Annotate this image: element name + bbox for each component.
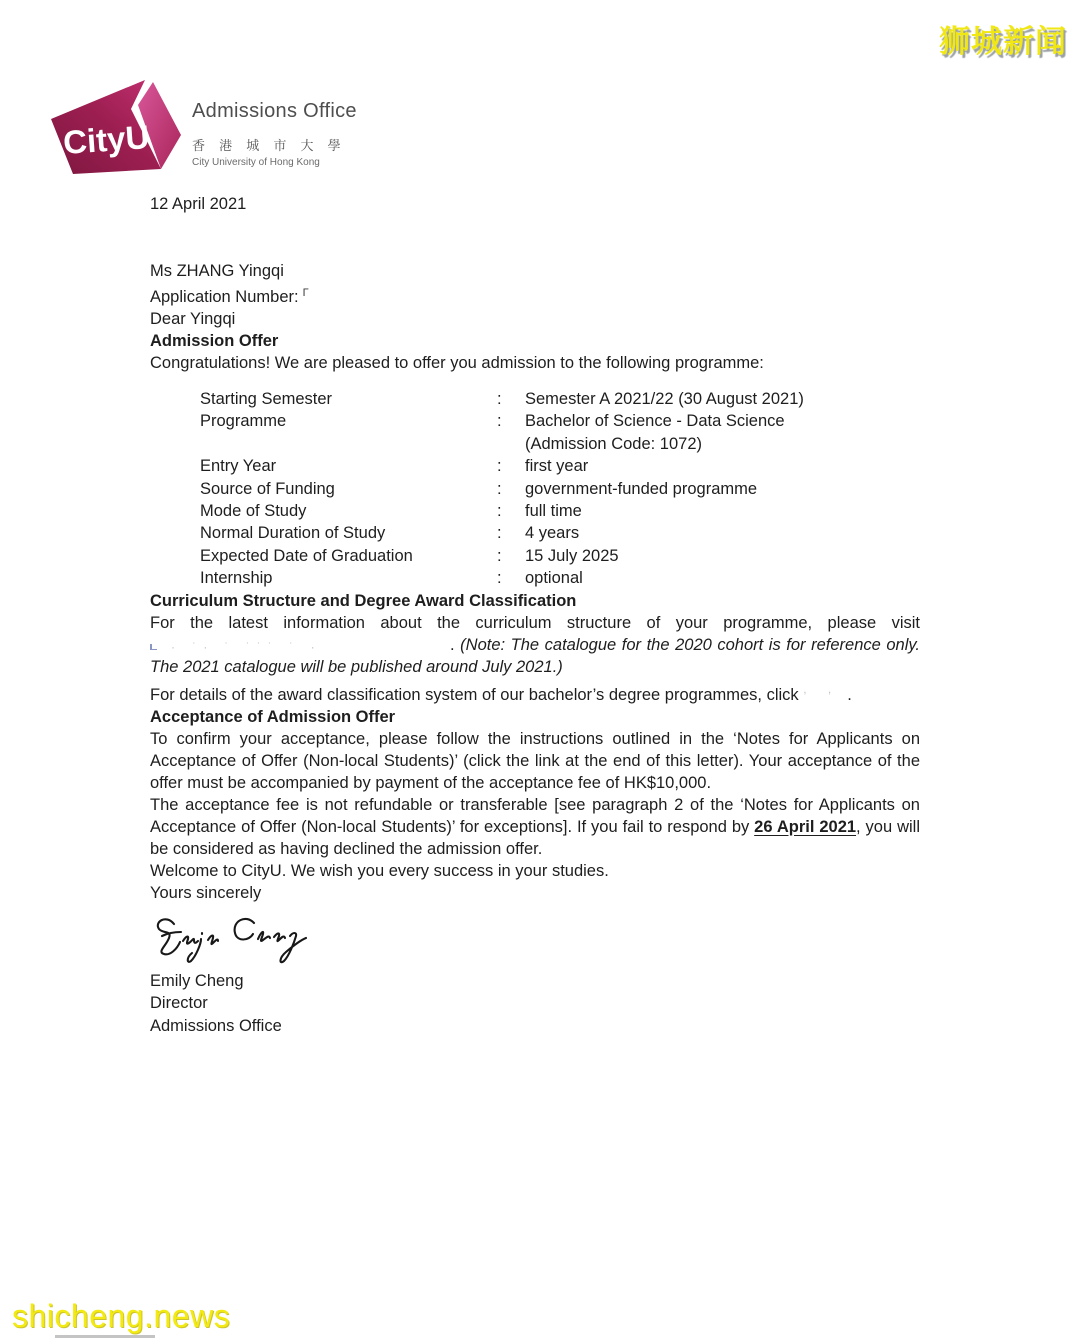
salutation: Dear Yingqi <box>150 310 236 328</box>
watermark-bottom-left: shicheng.news <box>12 1298 231 1334</box>
application-number-line <box>150 282 920 308</box>
detail-label: Expected Date of Graduation <box>200 546 413 565</box>
detail-value <box>525 410 920 455</box>
curriculum-heading: Curriculum Structure and Degree Award Classification <box>150 591 577 610</box>
award-classification-paragraph <box>150 678 920 706</box>
redacted-click-link: , , <box>803 681 841 696</box>
curriculum-paragraph <box>150 612 920 678</box>
redacted-url <box>150 636 450 650</box>
signer-name: Emily Cheng <box>150 971 244 990</box>
detail-label: Mode of Study <box>200 502 307 521</box>
letter-body <box>150 193 920 1037</box>
detail-value: government-funded programme <box>525 479 758 498</box>
detail-separator: : <box>497 569 502 588</box>
detail-separator: : <box>497 524 502 543</box>
curriculum-text: For the latest information about the curriculum structure of your programme, please visit <box>150 613 920 632</box>
watermark-top-right: 狮城新闻 <box>939 24 1067 60</box>
valediction: Yours sincerely <box>150 883 262 902</box>
redacted-link-remnant-icon <box>150 644 157 650</box>
detail-value: optional <box>525 569 583 588</box>
table-row <box>150 522 920 544</box>
acceptance-paragraph-2 <box>150 794 920 860</box>
table-row <box>150 478 920 500</box>
subject-heading: Admission Offer <box>150 332 279 350</box>
detail-label: Source of Funding <box>200 479 335 498</box>
detail-label: Normal Duration of Study <box>200 524 386 543</box>
detail-separator: : <box>497 546 502 565</box>
office-name: Admissions Office <box>192 100 357 122</box>
detail-separator: : <box>497 502 502 521</box>
curriculum-note: (Note: The catalogue for the 2020 cohort is for reference only. The 2021 catalogue will be published around July 2021.) <box>150 635 920 676</box>
detail-value: 15 July 2025 <box>525 546 619 565</box>
award-text-period: . <box>847 685 852 704</box>
admission-code: (Admission Code: 1072) <box>525 434 703 453</box>
curriculum-text-period: . <box>450 635 461 654</box>
signer-department: Admissions Office <box>150 1016 282 1035</box>
detail-label: Programme <box>200 412 287 431</box>
handwritten-signature <box>150 908 920 966</box>
table-row <box>150 545 920 567</box>
detail-separator: : <box>497 412 502 431</box>
response-deadline: 26 April 2021 <box>754 817 857 836</box>
application-number-label: Application Number: <box>150 288 299 306</box>
detail-separator: : <box>497 479 502 498</box>
detail-label: Internship <box>200 569 273 588</box>
acceptance-paragraph-1: To confirm your acceptance, please follow the instructions outlined in the ‘Notes for Applicants on Acceptance of Offer (Non-local Students)’ (click the link at the end of this letter). Your acceptance of the offer must be accompanied by payment of the acceptance fee of HK$10,000. <box>150 729 920 792</box>
letterhead-text <box>192 78 357 176</box>
detail-label: Entry Year <box>200 457 277 476</box>
recipient-name: Ms ZHANG Yingqi <box>150 262 284 280</box>
table-row <box>150 567 920 589</box>
detail-value: Semester A 2021/22 (30 August 2021) <box>525 390 804 408</box>
programme-details-table <box>150 388 920 590</box>
table-row <box>150 455 920 477</box>
welcome-paragraph: Welcome to CityU. We wish you every success in your studies. <box>150 861 609 880</box>
detail-value: first year <box>525 457 589 476</box>
table-row <box>150 410 920 455</box>
detail-label: Starting Semester <box>200 390 333 408</box>
recipient-block <box>150 260 920 308</box>
university-name-english: City University of Hong Kong <box>192 157 320 168</box>
application-number-redacted-mark: Γ <box>302 287 309 299</box>
intro-paragraph: Congratulations! We are pleased to offer you admission to the following programme: <box>150 354 764 372</box>
table-row <box>150 500 920 522</box>
svg-text:CityU: CityU <box>61 118 151 161</box>
signature-emily-cheng-icon <box>150 908 330 966</box>
letterhead <box>44 78 357 176</box>
award-text: For details of the award classification system of our bachelor’s degree programmes, click <box>150 685 804 704</box>
detail-value: full time <box>525 502 582 521</box>
university-name-chinese: 香 港 城 市 大 學 <box>192 139 346 154</box>
acceptance-heading: Acceptance of Admission Offer <box>150 707 396 726</box>
detail-value: 4 years <box>525 524 580 543</box>
redacted-url-remnants: · ˙· ˙ ˙˙˙ ˙ · <box>171 639 322 650</box>
detail-separator: : <box>497 457 502 476</box>
signer-title: Director <box>150 994 208 1013</box>
letter-date: 12 April 2021 <box>150 195 247 213</box>
cityu-logo-icon <box>44 78 182 176</box>
signer-block <box>150 970 920 1038</box>
page-bottom-cut-line <box>55 1335 155 1338</box>
table-row <box>150 388 920 410</box>
detail-separator: : <box>497 390 502 408</box>
programme-name: Bachelor of Science - Data Science <box>525 412 785 431</box>
acceptance-text-after: , you will be considered as having declined the admission offer. <box>150 817 920 858</box>
acceptance-text: The acceptance fee is not refundable or transferable [see paragraph 2 of the ‘Notes for Applicants on Acceptance of Offer (Non-local Students)’ for exceptions]. If you fail to respond by <box>150 795 920 836</box>
